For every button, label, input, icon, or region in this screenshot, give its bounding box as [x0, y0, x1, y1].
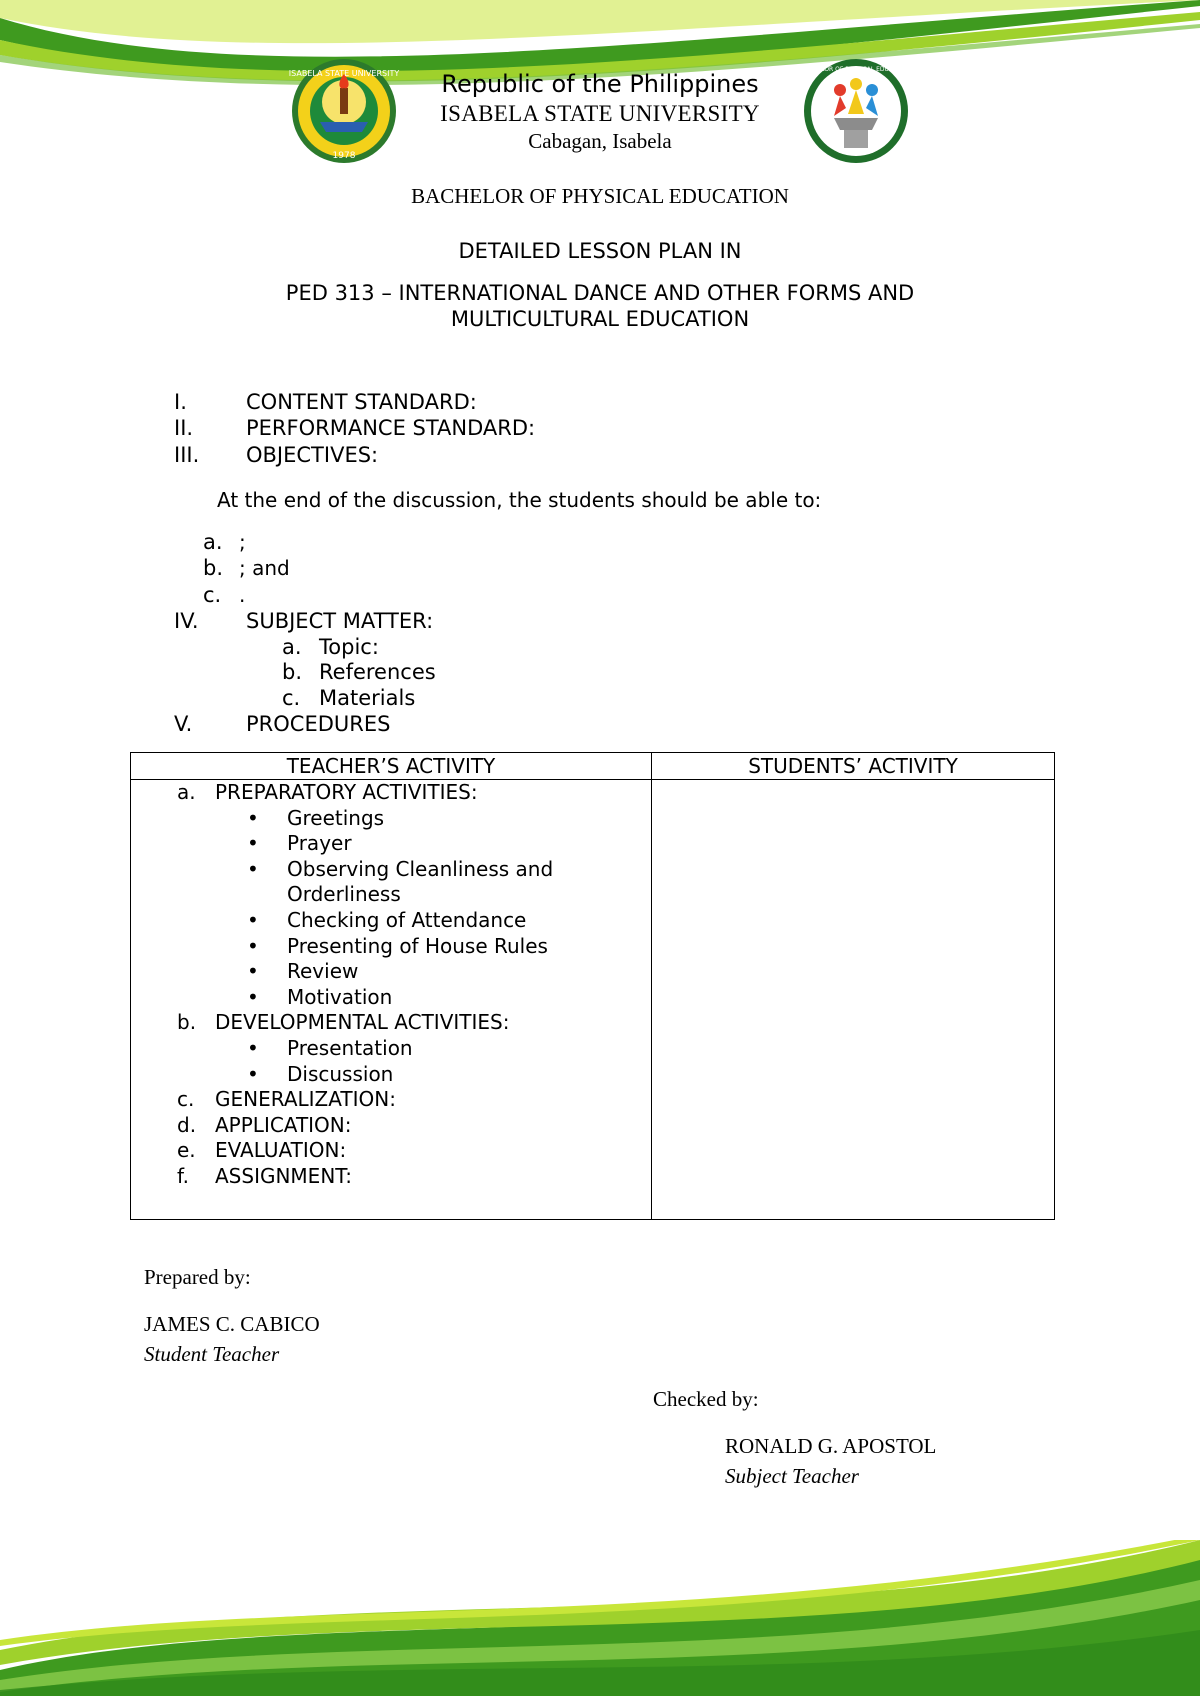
bottom-green-swoosh — [0, 1540, 1200, 1696]
section-number: IV. — [174, 609, 199, 633]
lesson-plan-title: DETAILED LESSON PLAN IN — [458, 239, 742, 263]
procedures-table — [130, 752, 1055, 1220]
section-number: II. — [174, 416, 194, 440]
section-label: OBJECTIVES: — [246, 443, 379, 467]
bullet-text: Prayer — [287, 831, 352, 856]
bullet-dot: • — [247, 805, 259, 830]
subject-letter: b. — [282, 660, 303, 684]
checked-by-role: Subject Teacher — [725, 1464, 859, 1488]
bullet-dot: • — [247, 907, 259, 932]
bpe-logo-text: BACHELOR OF PHYSICAL EDUCATION — [800, 66, 912, 73]
activity-letter: d. — [177, 1112, 197, 1137]
objective-text: . — [239, 583, 246, 607]
activity-label: ASSIGNMENT: — [215, 1163, 353, 1188]
bullet-text: Checking of Attendance — [287, 907, 527, 932]
bullet-text: Review — [287, 959, 359, 984]
bullet-item — [131, 934, 651, 960]
bullet-item — [131, 985, 651, 1011]
bullet-item — [131, 1062, 651, 1088]
activity-item — [131, 1164, 651, 1190]
subject-text: Topic: — [319, 635, 379, 659]
subject-text: Materials — [319, 686, 416, 710]
header-address: Cabagan, Isabela — [528, 129, 672, 153]
bullet-dot: • — [247, 831, 259, 856]
bullet-item — [131, 857, 651, 908]
students-activity-cell — [652, 780, 1055, 1220]
activity-item — [131, 1138, 651, 1164]
bullet-text: Presentation — [287, 1035, 413, 1060]
bullet-item — [131, 1036, 651, 1062]
section-label: PERFORMANCE STANDARD: — [246, 416, 536, 440]
section-label: CONTENT STANDARD: — [246, 390, 477, 414]
activity-item — [131, 1087, 651, 1113]
course-title-line1: PED 313 – INTERNATIONAL DANCE AND OTHER FORMS AND — [285, 281, 915, 305]
seal-top-text: ISABELA STATE UNIVERSITY — [288, 69, 400, 78]
bullet-text: Discussion — [287, 1061, 394, 1086]
bullet-dot: • — [247, 1035, 259, 1060]
subject-letter: a. — [282, 635, 302, 659]
activity-item — [131, 780, 651, 806]
activity-label: EVALUATION: — [215, 1138, 347, 1163]
section-number: III. — [174, 443, 200, 467]
section-label: SUBJECT MATTER: — [246, 609, 434, 633]
teacher-activity-header: TEACHER’S ACTIVITY — [131, 753, 652, 780]
section-number: V. — [174, 712, 193, 736]
students-activity-header: STUDENTS’ ACTIVITY — [652, 753, 1055, 780]
objective-text: ; — [239, 530, 246, 554]
activity-letter: e. — [177, 1138, 196, 1163]
bullet-dot: • — [247, 959, 259, 984]
activity-letter: b. — [177, 1010, 197, 1035]
objective-letter: c. — [203, 583, 222, 607]
bullet-item — [131, 806, 651, 832]
objective-text: ; and — [239, 556, 290, 580]
bullet-item — [131, 908, 651, 934]
section-number: I. — [174, 390, 187, 414]
seal-year-text: 1978 — [332, 151, 356, 161]
bullet-dot: • — [247, 1061, 259, 1086]
activity-item — [131, 1113, 651, 1139]
activity-item — [131, 1010, 651, 1036]
bullet-text: Presenting of House Rules — [287, 933, 548, 958]
activity-label: PREPARATORY ACTIVITIES: — [215, 780, 478, 804]
subject-text: References — [319, 660, 436, 684]
course-title — [200, 280, 1000, 332]
activity-label: DEVELOPMENTAL ACTIVITIES: — [215, 1010, 510, 1035]
course-title-line2: MULTICULTURAL EDUCATION — [450, 307, 750, 331]
header-republic: Republic of the Philippines — [441, 70, 759, 98]
bullet-item — [131, 959, 651, 985]
subject-letter: c. — [282, 686, 301, 710]
activity-letter: c. — [177, 1087, 195, 1112]
checked-by-label: Checked by: — [653, 1387, 759, 1411]
activity-letter: f. — [177, 1163, 189, 1188]
bullet-dot: • — [247, 856, 259, 881]
bullet-text: Observing Cleanliness and Orderliness — [287, 856, 554, 907]
header-university: ISABELA STATE UNIVERSITY — [440, 101, 760, 126]
objectives-intro: At the end of the discussion, the students should be able to: — [217, 488, 822, 512]
prepared-by-role: Student Teacher — [144, 1342, 280, 1366]
bullet-dot: • — [247, 984, 259, 1009]
prepared-by-name: JAMES C. CABICO — [144, 1312, 320, 1336]
activity-letter: a. — [177, 780, 196, 804]
bullet-text: Motivation — [287, 984, 393, 1009]
activity-label: GENERALIZATION: — [215, 1087, 396, 1112]
prepared-by-label: Prepared by: — [144, 1265, 251, 1289]
activity-label: APPLICATION: — [215, 1112, 352, 1137]
objective-letter: b. — [203, 556, 224, 580]
objective-letter: a. — [203, 530, 223, 554]
program-title: BACHELOR OF PHYSICAL EDUCATION — [411, 184, 789, 208]
section-label: PROCEDURES — [246, 712, 391, 736]
bullet-dot: • — [247, 933, 259, 958]
checked-by-name: RONALD G. APOSTOL — [725, 1434, 937, 1458]
teacher-activity-cell — [131, 780, 652, 1220]
bullet-text: Greetings — [287, 805, 385, 830]
bullet-item — [131, 831, 651, 857]
